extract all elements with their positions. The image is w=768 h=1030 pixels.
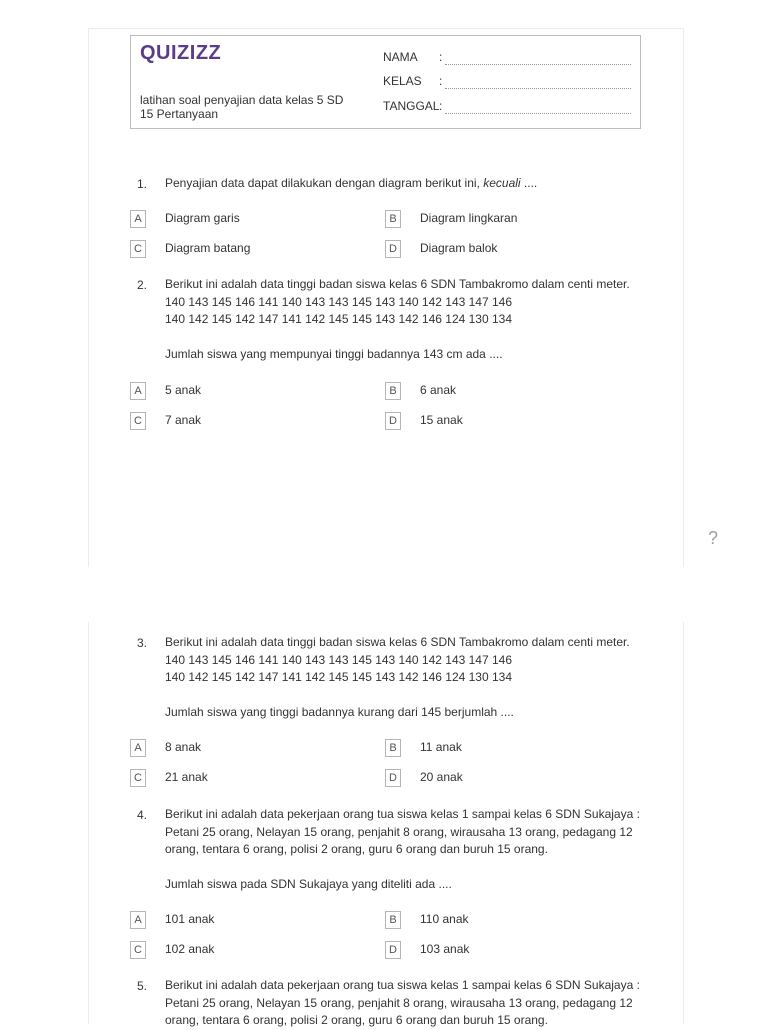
name-line [445, 64, 631, 65]
option-letter[interactable]: D [385, 941, 401, 959]
option-letter[interactable]: C [130, 941, 146, 959]
date-field[interactable] [383, 99, 442, 113]
option-letter[interactable]: B [385, 382, 401, 400]
option-text[interactable]: 103 anak [420, 942, 470, 956]
question-prompt: Jumlah siswa yang tinggi badannya kurang dari 145 berjumlah .... [165, 705, 514, 719]
question-count: 15 Pertanyaan [140, 107, 219, 121]
question-number: 1. [137, 177, 148, 191]
option-letter[interactable]: B [385, 911, 401, 929]
option-text[interactable]: 15 anak [420, 413, 463, 427]
date-label: TANGGAL [383, 99, 440, 113]
question-trail: .... [520, 176, 538, 190]
worksheet-header [130, 35, 641, 129]
option-letter[interactable]: A [130, 911, 146, 929]
name-sep: : [439, 50, 443, 64]
option-text[interactable]: Diagram batang [165, 241, 251, 255]
question-number: 5. [137, 979, 148, 993]
worksheet-page-1 [88, 28, 684, 567]
class-label: KELAS [383, 74, 422, 88]
question-prompt: Jumlah siswa pada SDN Sukajaya yang diteliti ada .... [165, 877, 452, 891]
option-text[interactable]: 101 anak [165, 912, 215, 926]
question-line: 140 143 145 146 141 140 143 143 145 143 140 142 143 147 146 [165, 652, 512, 667]
question-line: 140 142 145 142 147 141 142 145 145 143 142 146 124 130 134 [165, 670, 512, 684]
help-icon[interactable]: ? [708, 528, 719, 548]
question-line: orang, tentara 6 orang, polisi 2 orang, guru 6 orang dan buruh 15 orang. [165, 842, 548, 856]
option-text[interactable]: Diagram lingkaran [420, 211, 518, 225]
question-number: 3. [137, 636, 148, 650]
worksheet-page-2 [88, 622, 684, 1027]
option-letter[interactable]: A [130, 739, 146, 757]
option-text[interactable]: 102 anak [165, 942, 215, 956]
question-line: Petani 25 orang, Nelayan 15 orang, penjahit 8 orang, wirausaha 13 orang, pedagang 12 [165, 824, 633, 839]
quiz-title: latihan soal penyajian data kelas 5 SD [140, 93, 344, 107]
class-sep: : [439, 74, 443, 88]
question-text [165, 634, 645, 687]
question-line: Berikut ini adalah data pekerjaan orang tua siswa kelas 1 sampai kelas 6 SDN Sukajaya : [165, 807, 640, 821]
option-letter[interactable]: B [385, 210, 401, 228]
quizizz-logo: QUIZIZZ [140, 42, 222, 64]
class-line [445, 88, 631, 89]
option-text[interactable]: 5 anak [165, 383, 202, 397]
question-line: orang, tentara 6 orang, polisi 2 orang, guru 6 orang dan buruh 15 orang. [165, 1013, 548, 1027]
option-letter[interactable]: D [385, 412, 401, 430]
name-label: NAMA [383, 50, 418, 64]
option-letter[interactable]: A [130, 382, 146, 400]
option-text[interactable]: 8 anak [165, 740, 202, 754]
option-text[interactable]: 110 anak [420, 912, 469, 926]
question-line: Penyajian data dapat dilakukan dengan diagram berikut ini, [165, 176, 480, 190]
date-line [445, 113, 631, 114]
option-letter[interactable]: C [130, 769, 146, 787]
option-letter[interactable]: C [130, 240, 146, 258]
question-line: 140 142 145 142 147 141 142 145 145 143 142 146 124 130 134 [165, 312, 512, 326]
question-line: Berikut ini adalah data tinggi badan siswa kelas 6 SDN Tambakromo dalam centi meter. [165, 635, 630, 649]
question-line: Petani 25 orang, Nelayan 15 orang, penjahit 8 orang, wirausaha 13 orang, pedagang 12 [165, 995, 633, 1010]
question-text [165, 175, 645, 193]
question-text [165, 276, 645, 329]
option-text[interactable]: 7 anak [165, 413, 202, 427]
question-line: 140 143 145 146 141 140 143 143 145 143 140 142 143 147 146 [165, 294, 512, 309]
question-number: 4. [137, 808, 148, 822]
question-line: Berikut ini adalah data tinggi badan siswa kelas 6 SDN Tambakromo dalam centi meter. [165, 277, 630, 291]
option-letter[interactable]: D [385, 240, 401, 258]
class-field[interactable] [383, 74, 442, 88]
date-sep: : [439, 99, 443, 113]
option-letter[interactable]: D [385, 769, 401, 787]
option-text[interactable]: 6 anak [420, 383, 457, 397]
question-emphasis: kecuali [483, 176, 521, 190]
option-letter[interactable]: B [385, 739, 401, 757]
option-text[interactable]: Diagram balok [420, 241, 498, 255]
question-line: Berikut ini adalah data pekerjaan orang tua siswa kelas 1 sampai kelas 6 SDN Sukajaya : [165, 978, 640, 992]
question-number: 2. [137, 278, 148, 292]
option-letter[interactable]: C [130, 412, 146, 430]
option-text[interactable]: 21 anak [165, 770, 208, 784]
question-text [165, 806, 645, 859]
question-text [165, 977, 645, 1030]
option-letter[interactable]: A [130, 210, 146, 228]
name-field[interactable] [383, 50, 442, 64]
option-text[interactable]: 11 anak [420, 740, 462, 754]
question-prompt: Jumlah siswa yang mempunyai tinggi badannya 143 cm ada .... [165, 347, 503, 361]
option-text[interactable]: 20 anak [420, 770, 463, 784]
option-text[interactable]: Diagram garis [165, 211, 240, 225]
